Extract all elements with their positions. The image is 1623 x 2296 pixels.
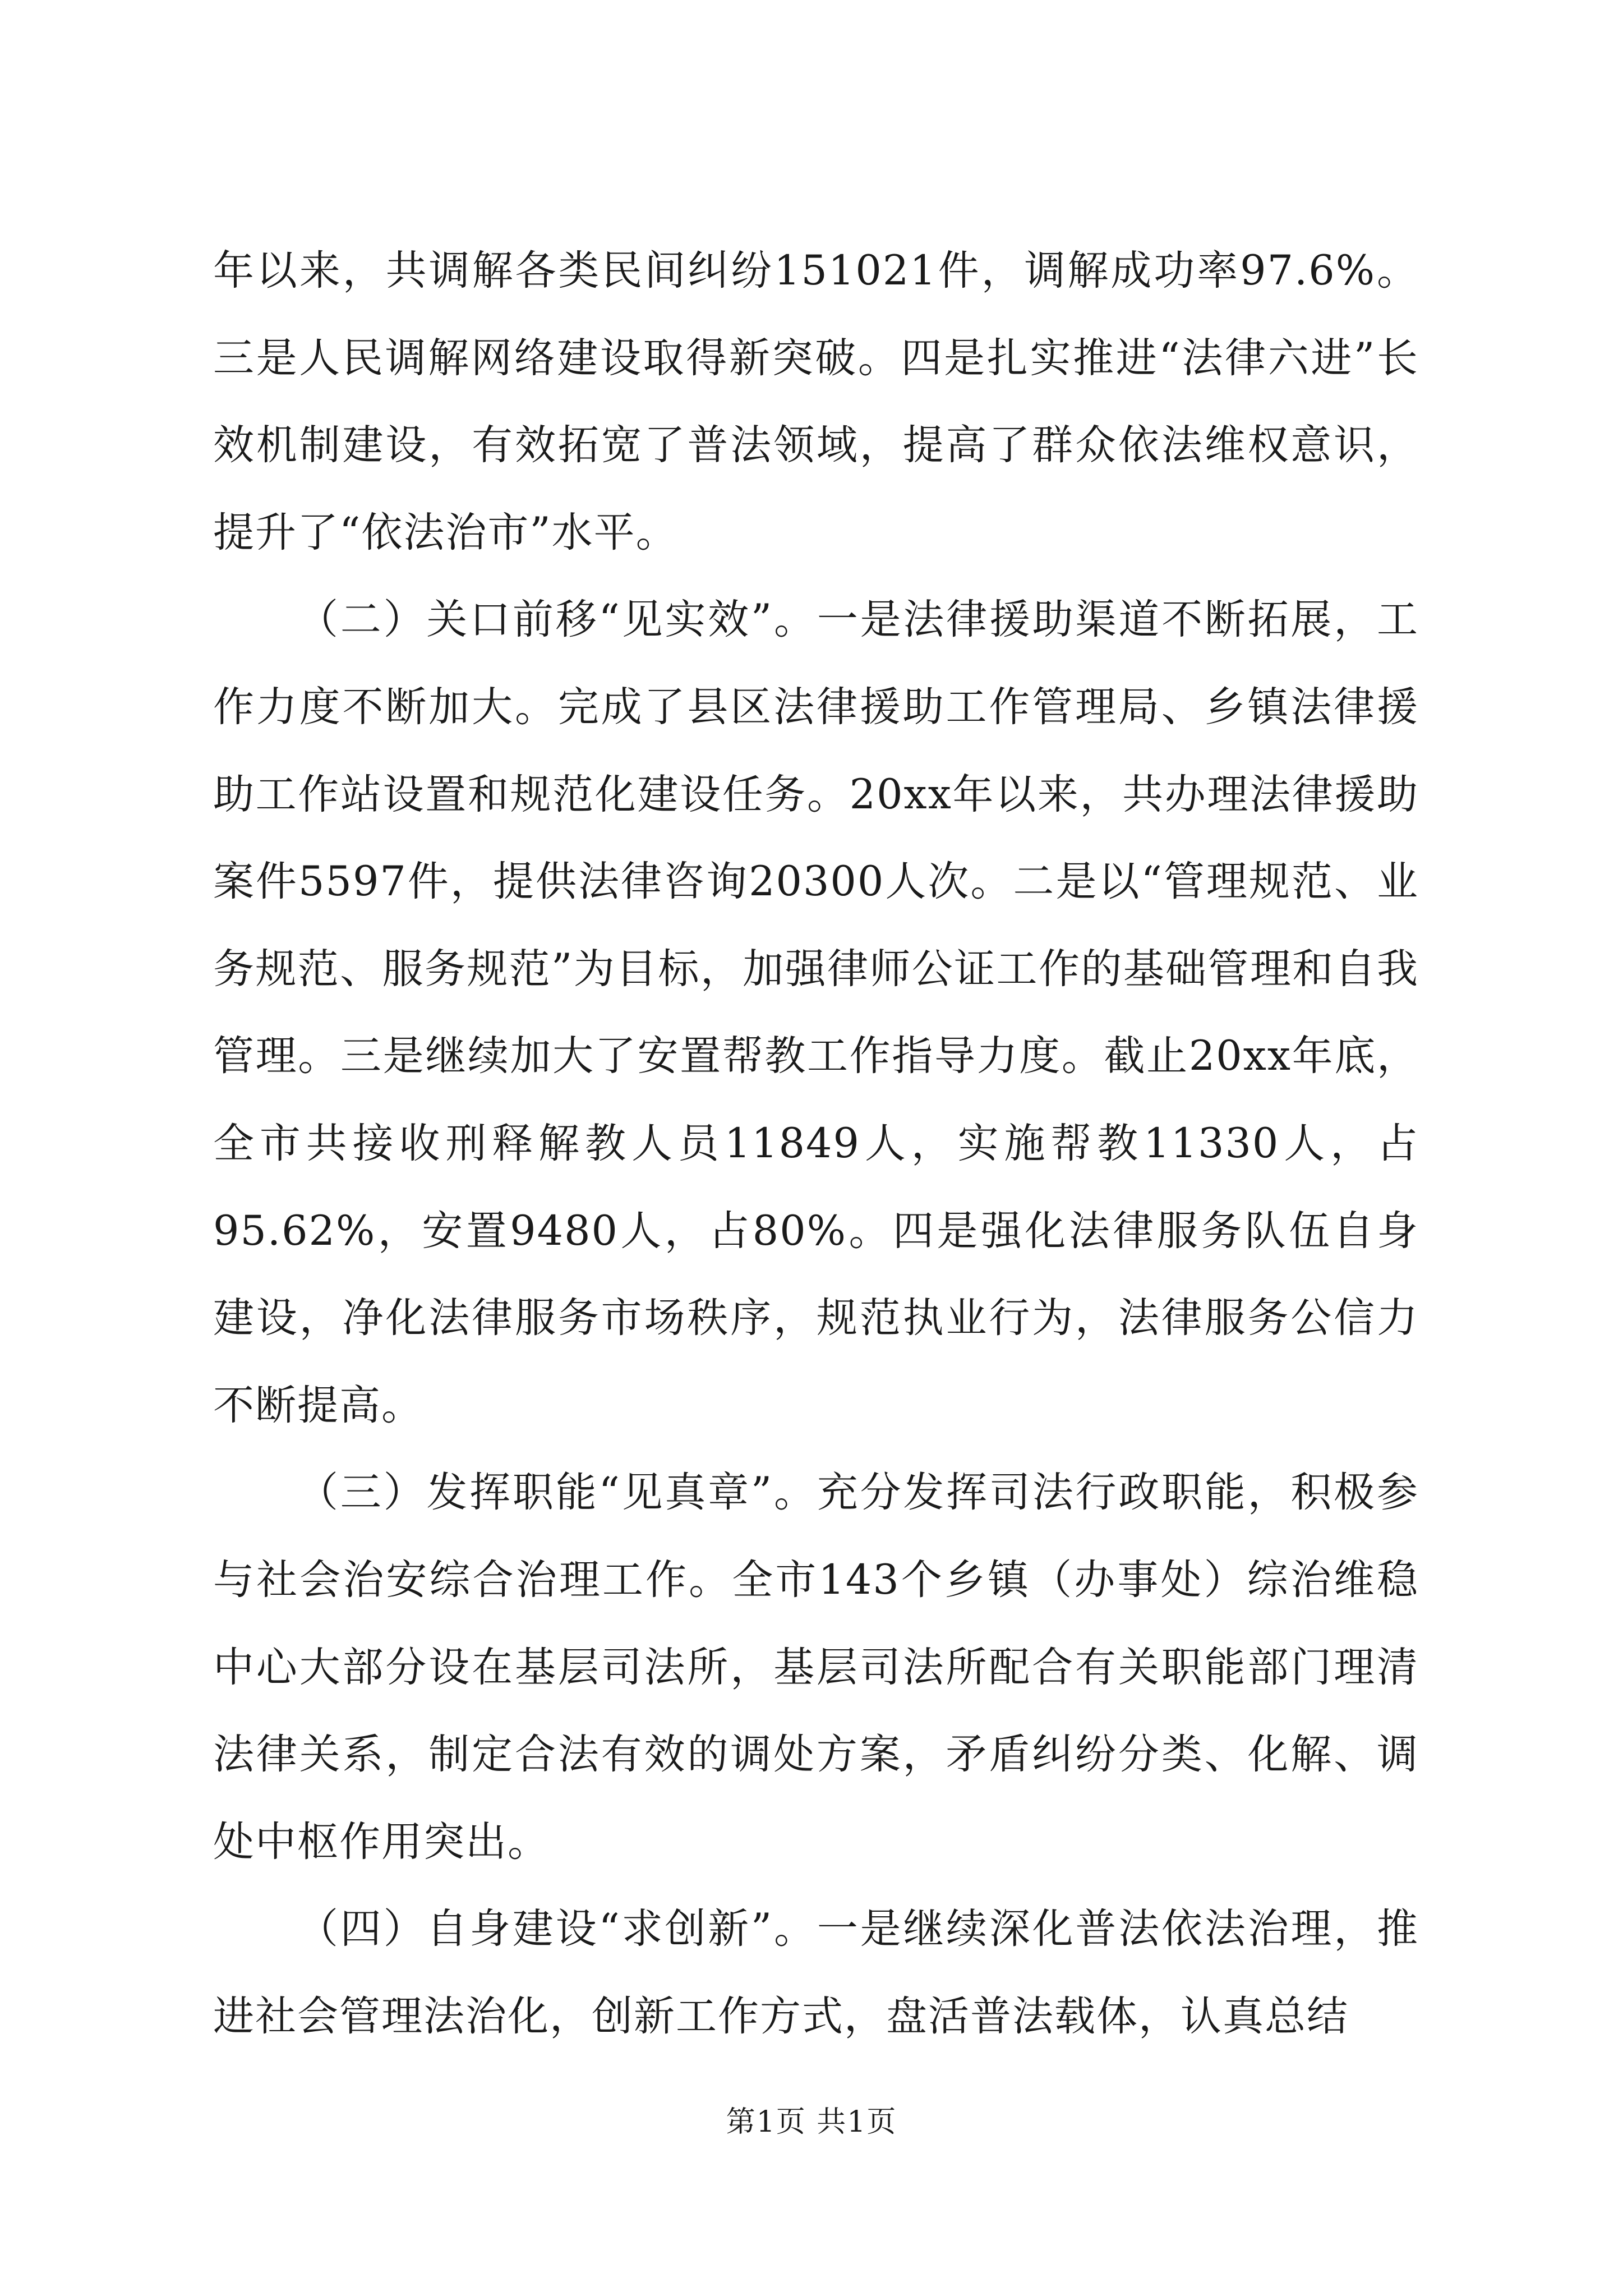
paragraph-4: （四）自身建设“求创新”。一是继续深化普法依法治理，推进社会管理法治化，创新工作方式，盘活普法载体，认真总结 xyxy=(213,1905,1419,2040)
page-footer: 第1页 共1页 xyxy=(726,2105,897,2139)
paragraph-3: （三）发挥职能“见真章”。充分发挥司法行政职能，积极参与社会治安综合治理工作。全市143个乡镇（办事处）综治维稳中心大部分设在基层司法所，基层司法所配合有关职能部门理清法律关系，制定合法有效的调处方案，矛盾纠纷分类、化解、调处中枢作用突出。 xyxy=(213,1469,1419,1866)
paragraph-2: （二）关口前移“见实效”。一是法律援助渠道不断拓展，工作力度不断加大。完成了县区法律援助工作管理局、乡镇法律援助工作站设置和规范化建设任务。20xx年以来，共办理法律援助案件5597件，提供法律咨询20300人次。二是以“管理规范、业务规范、服务规范”为目标，加强律师公证工作的基础管理和自我管理。三是继续加大了安置帮教工作指导力度。截止20xx年底，全市共接收刑释解教人员11849人，实施帮教11330人，占95.62%，安置9480人，占80%。四是强化法律服务队伍自身建设，净化法律服务市场秩序，规范执业行为，法律服务公信力不断提高。 xyxy=(213,596,1419,1429)
document-body xyxy=(213,227,1419,2060)
paragraph-1: 年以来，共调解各类民间纠纷151021件，调解成功率97.6%。三是人民调解网络建设取得新突破。四是扎实推进“法律六进”长效机制建设，有效拓宽了普法领域，提高了群众依法维权意识，提升了“依法治市”水平。 xyxy=(213,247,1419,556)
